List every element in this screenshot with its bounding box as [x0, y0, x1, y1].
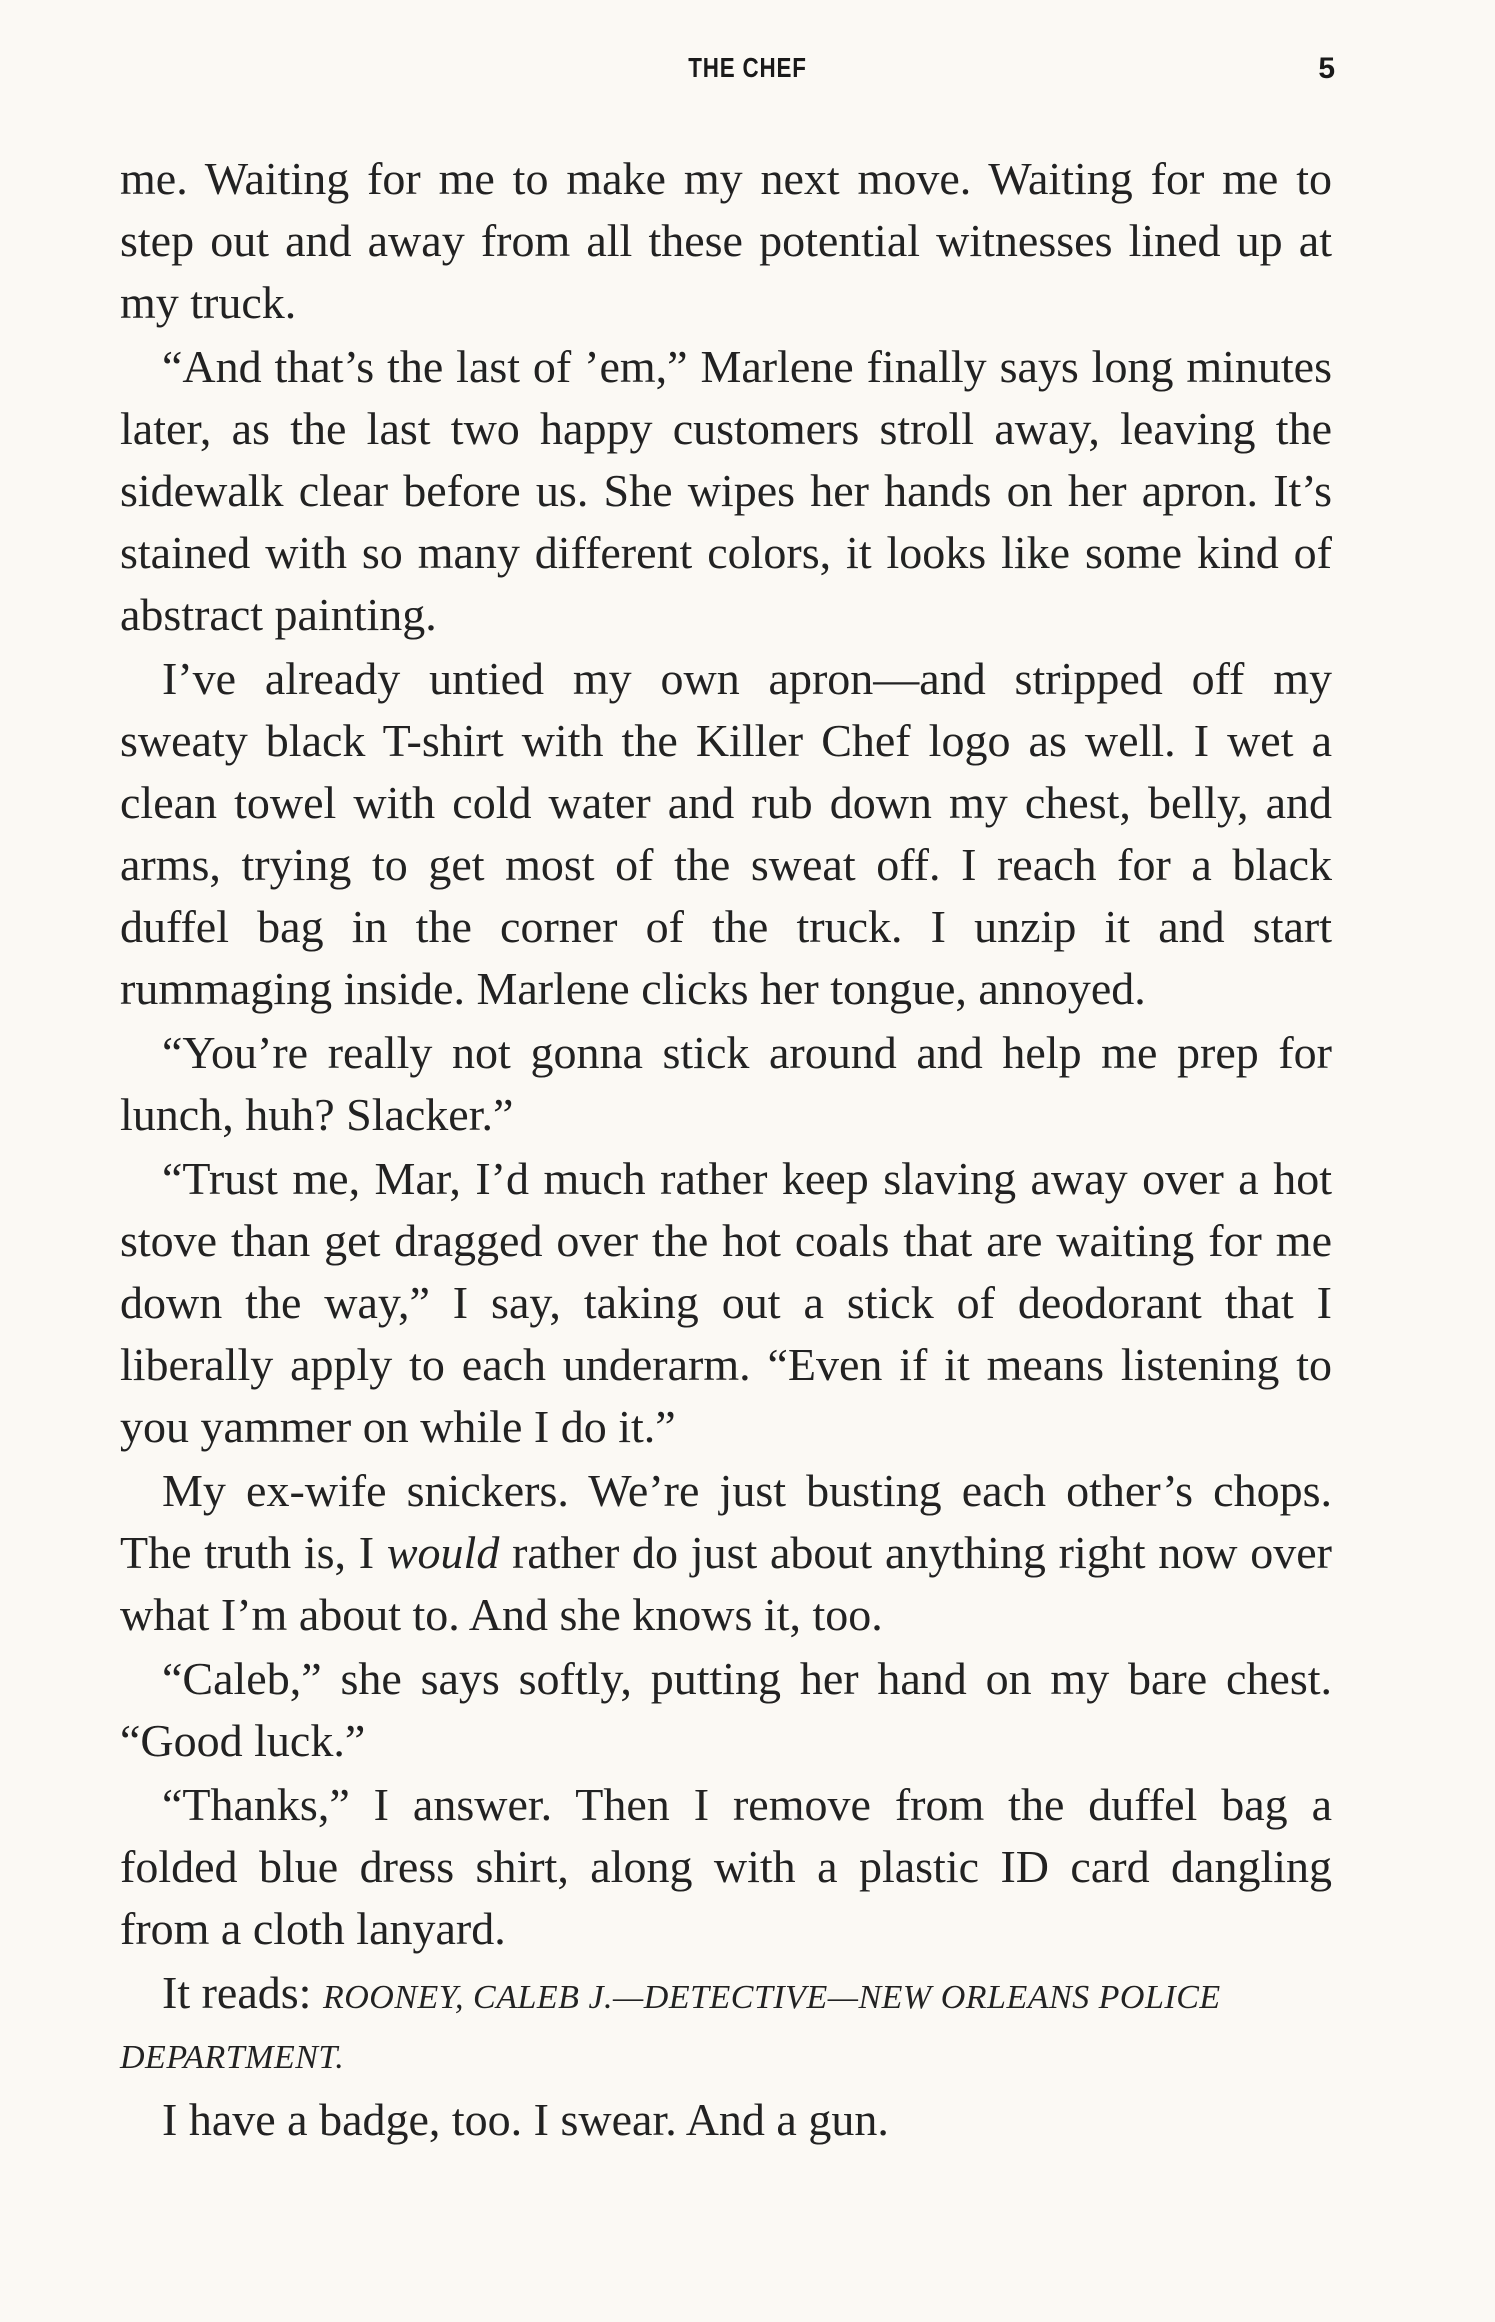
paragraph-text: It reads: — [162, 1967, 323, 2018]
paragraph: “Trust me, Mar, I’d much rather keep slaving away over a hot stove than get dragged over the hot coals that are waiting for me down the way,” I say, taking out a stick of deodorant that I liberally apply to each underarm. “Even if it means listening to you yammer on while I do it.” — [120, 1153, 1332, 1452]
id-card-text: ROONEY, CALEB J.—DETECTIVE—NEW ORLEANS POLICE — [322, 1979, 1221, 2016]
paragraph: me. Waiting for me to make my next move. Waiting for me to step out and away from all these potential witnesses lined up at my truck. — [120, 153, 1332, 328]
id-card-text-continued: DEPARTMENT. — [120, 2039, 345, 2076]
paragraph: “And that’s the last of ’em,” Marlene finally says long minutes later, as the last two happy customers stroll away, leaving the sidewalk clear before us. She wipes her hands on her apron. It’s stained with so many different colors, it looks like some kind of abstract painting. — [120, 341, 1332, 640]
paragraph-text: rather do just about anything right now over what I’m about to. And she knows it, too. — [120, 1527, 1332, 1640]
paragraph — [120, 1460, 1332, 1646]
paragraph: “Thanks,” I answer. Then I remove from the duffel bag a folded blue dress shirt, along with a plastic ID card dangling from a cloth lanyard. — [120, 1779, 1332, 1954]
paragraph: I have a badge, too. I swear. And a gun. — [162, 2094, 889, 2145]
emphasized-word: would — [386, 1527, 500, 1578]
running-head — [0, 52, 1495, 92]
page-number: 5 — [1318, 52, 1335, 85]
paragraph: “You’re really not gonna stick around and help me prep for lunch, huh? Slacker.” — [120, 1027, 1332, 1140]
paragraph: “Caleb,” she says softly, putting her hand on my bare chest. “Good luck.” — [120, 1653, 1332, 1766]
running-title: THE CHEF — [688, 52, 807, 83]
paragraph: I’ve already untied my own apron—and stripped off my sweaty black T-shirt with the Killer Chef logo as well. I wet a clean towel with cold water and rub down my chest, belly, and arms, trying to get most of the sweat off. I reach for a black duffel bag in the corner of the truck. I unzip it and start rummaging inside. Marlene clicks her tongue, annoyed. — [120, 653, 1332, 1014]
paragraph — [120, 1962, 1332, 2087]
paragraph-text: My ex-wife snickers. We’re just busting each other’s chops. The truth is, I — [120, 1465, 1332, 1578]
body-text — [120, 148, 1332, 2151]
